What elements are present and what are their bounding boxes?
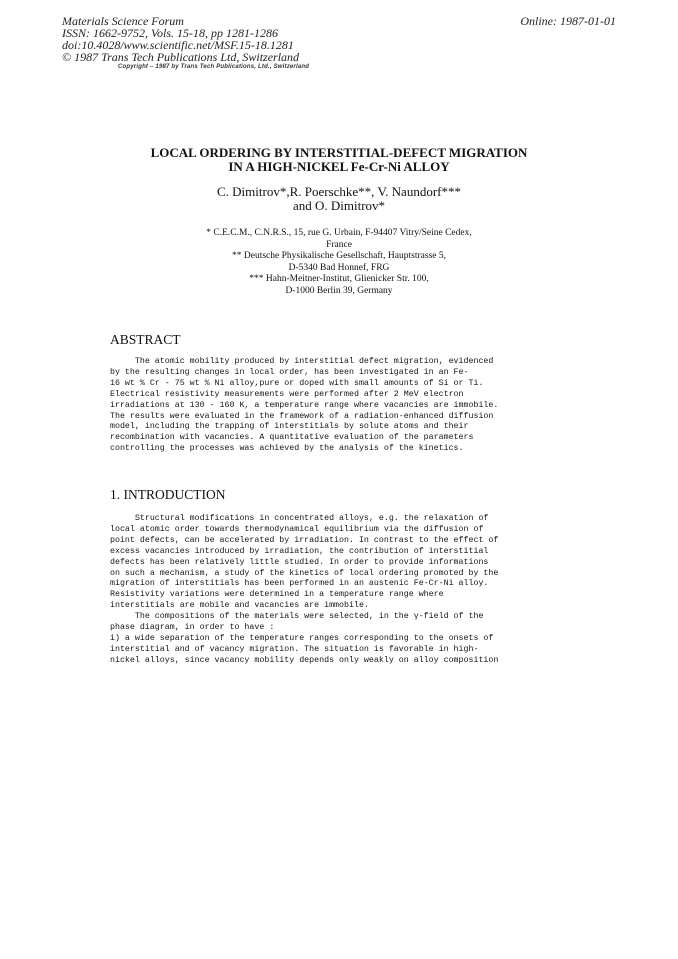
introduction-heading: 1. INTRODUCTION bbox=[110, 487, 226, 502]
intro-line: defects has been relatively little studied. In order to provide informations bbox=[110, 557, 489, 567]
abstract-line: controlling the processes was achieved by the analysis of the kinetics. bbox=[110, 444, 464, 454]
intro-line: The compositions of the materials were selected, in the γ-field of the bbox=[110, 612, 484, 622]
issn-line: ISSN: 1662-9752, Vols. 15-18, pp 1281-1286 bbox=[62, 26, 278, 40]
affiliation-line: * C.E.C.M., C.N.R.S., 15, rue G. Urbain, F-94407 Vitry/Seine Cedex, bbox=[206, 228, 472, 238]
online-date: Online: 1987-01-01 bbox=[520, 14, 616, 28]
affiliation-line: ** Deutsche Physikalische Gesellschaft, Hauptstrasse 5, bbox=[232, 251, 446, 261]
affiliation-line: D-5340 Bad Honnef, FRG bbox=[288, 262, 390, 273]
abstract-line: The atomic mobility produced by interstitial defect migration, evidenced bbox=[110, 357, 494, 366]
paper-title bbox=[0, 146, 678, 174]
abstract-line: recombination with vacancies. A quantitative evaluation of the parameters bbox=[110, 433, 474, 443]
affiliation-line: D-1000 Berlin 39, Germany bbox=[285, 285, 393, 296]
intro-line: point defects, can be accelerated by irradiation. In contrast to the effect of bbox=[110, 535, 499, 545]
affiliation-line: *** Hahn-Meitner-Institut, Glienicker Str. 100, bbox=[249, 274, 429, 284]
scan-copyright-strip: Copyright – 1987 by Trans Tech Publications, Ltd., Switzerland bbox=[118, 64, 310, 70]
doi-line: doi:10.4028/www.scientific.net/MSF.15-18.1281 bbox=[62, 38, 294, 52]
abstract-body bbox=[110, 357, 530, 455]
abstract-line: The results were evaluated in the framework of a radiation-enhanced diffusion bbox=[110, 411, 494, 421]
intro-line: phase diagram, in order to have : bbox=[110, 623, 275, 633]
author-list bbox=[0, 185, 678, 213]
intro-line: on such a mechanism, a study of the kinetics of local ordering promoted by the bbox=[110, 568, 499, 578]
abstract-line: 16 wt % Cr - 75 wt % Ni alloy,pure or doped with small amounts of Si or Ti. bbox=[110, 378, 484, 388]
intro-line: interstitials are mobile and vacancies are immobile. bbox=[110, 601, 369, 611]
publication-info bbox=[62, 15, 299, 63]
abstract-line: Electrical resistivity measurements were performed after 2 MeV electron bbox=[110, 389, 464, 399]
title-line-1: LOCAL ORDERING BY INTERSTITIAL-DEFECT MIGRATION bbox=[150, 145, 528, 160]
introduction-body bbox=[110, 514, 530, 667]
abstract-heading: ABSTRACT bbox=[110, 332, 181, 347]
intro-line: i) a wide separation of the temperature ranges corresponding to the onsets of bbox=[110, 633, 494, 643]
affiliation-line: France bbox=[326, 239, 352, 250]
authors-line-2: and O. Dimitrov* bbox=[292, 198, 386, 213]
intro-line: migration of interstitials has been performed in an austenic Fe-Cr-Ni alloy. bbox=[110, 579, 489, 589]
abstract-line: by the resulting changes in local order, has been investigated in an Fe- bbox=[110, 367, 469, 377]
intro-line: local atomic order towards thermodynamical equilibrium via the diffusion of bbox=[110, 524, 484, 534]
intro-line: Structural modifications in concentrated alloys, e.g. the relaxation of bbox=[110, 514, 489, 523]
intro-line: interstitial and of vacancy migration. The situation is favorable in high- bbox=[110, 644, 479, 654]
abstract-line: irradiations at 130 - 160 K, a temperature range where vacancies are immobile. bbox=[110, 400, 499, 410]
intro-line: excess vacancies introduced by irradiation, the contribution of interstitial bbox=[110, 546, 489, 556]
intro-line: nickel alloys, since vacancy mobility depends only weakly on alloy composition bbox=[110, 655, 499, 665]
copyright-line: © 1987 Trans Tech Publications Ltd, Switzerland bbox=[62, 50, 300, 64]
journal-name: Materials Science Forum bbox=[62, 14, 184, 28]
intro-line: Resistivity variations were determined in a temperature range where bbox=[110, 590, 444, 600]
abstract-line: model, including the trapping of interstitials by solute atoms and their bbox=[110, 422, 469, 432]
authors-line-1: C. Dimitrov*,R. Poerschke**, V. Naundorf*** bbox=[217, 184, 461, 199]
title-line-2: IN A HIGH-NICKEL Fe-Cr-Ni ALLOY bbox=[228, 159, 450, 174]
affiliations bbox=[0, 228, 678, 297]
